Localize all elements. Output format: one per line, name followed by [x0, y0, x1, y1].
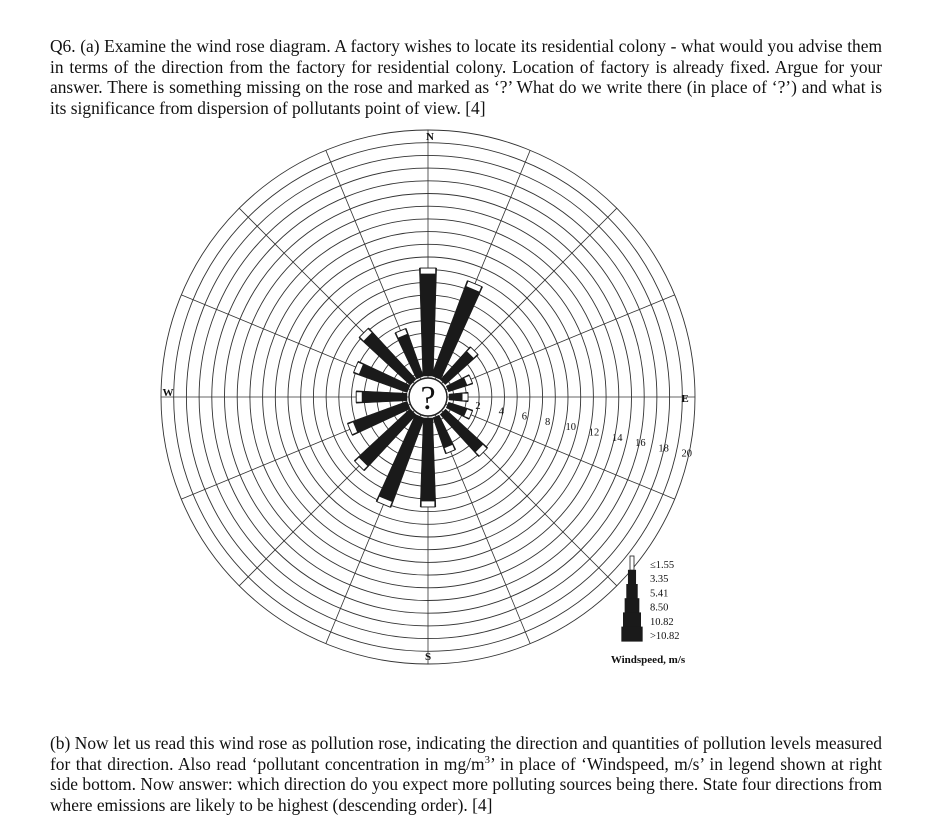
legend-class-label: 3.35: [650, 574, 669, 586]
superscript-3: 3: [484, 753, 491, 766]
legend-segment: [628, 570, 635, 584]
ring-label: 2: [475, 401, 481, 412]
petal-cap: [421, 501, 435, 507]
question-a-text: Q6. (a) Examine the wind rose diagram. A factory wishes to locate its residential colony - what would you advise them in terms of the direction from the factory for residential colony. Location of factory is already fixed. Argue for your answer. There is something missing on the rose and marked as ‘?’ What do we write there (in place of ‘?’) and what is its significance from dispersion of pollutants point of view. [4]: [50, 36, 882, 118]
petal-cap: [462, 393, 468, 401]
question-b-text-part2: ’ in place of ‘Windspeed, m/s’ in legend shown at right side bottom. Now answer: which direction do you expect more polluting sources being there. State four directions from where emissions are likely to be highest (descending order). [4]: [50, 753, 882, 815]
rose-center: [409, 378, 447, 417]
compass-south-label: S: [424, 651, 432, 663]
petal-s: [420, 418, 436, 507]
legend-class-label: 5.41: [650, 588, 669, 600]
compass-west-label: W: [162, 387, 174, 399]
petal-bar: [356, 391, 407, 403]
petal-bar: [419, 268, 436, 376]
ring-label: 16: [635, 438, 646, 450]
legend-caption: Windspeed, m/s: [610, 654, 686, 666]
petal-n: [419, 268, 436, 376]
legend-segment: [627, 584, 638, 598]
question-b-text-part1: (b) Now let us read this wind rose as pollution rose, indicating the direction and quantities of pollution levels measured for that direction. Also read ‘pollutant concentration in mg/m: [50, 733, 882, 774]
legend-segment: [625, 599, 639, 613]
petal-cap: [356, 392, 362, 402]
compass-east-label: E: [681, 393, 689, 405]
legend-class-label: >10.82: [650, 631, 680, 642]
legend-class-label: ≤1.55: [650, 560, 675, 571]
legend-labels: [650, 560, 680, 642]
calm-question-mark: ?: [420, 380, 436, 417]
compass-north-label: N: [426, 131, 434, 143]
question-b-text: [50, 733, 882, 815]
petal-bar: [420, 418, 436, 507]
legend-class-label: 8.50: [650, 602, 669, 614]
legend-bar-stack: [622, 556, 643, 641]
legend-class-label: 10.82: [650, 616, 674, 628]
ring-label: 14: [611, 432, 623, 444]
ring-label: 18: [658, 443, 669, 455]
legend: [611, 556, 686, 666]
ring-label: 12: [588, 427, 600, 439]
ring-label: 6: [521, 411, 528, 423]
legend-segment: [630, 556, 634, 570]
ring-label: 8: [544, 416, 551, 428]
legend-segment: [622, 627, 643, 641]
ring-label: 4: [498, 406, 504, 418]
ring-label: 10: [565, 422, 577, 434]
legend-segment: [623, 613, 640, 627]
petal-cap: [420, 268, 435, 274]
petal-e: [449, 392, 468, 402]
ring-label: 20: [681, 448, 693, 460]
petal-w: [356, 391, 407, 403]
